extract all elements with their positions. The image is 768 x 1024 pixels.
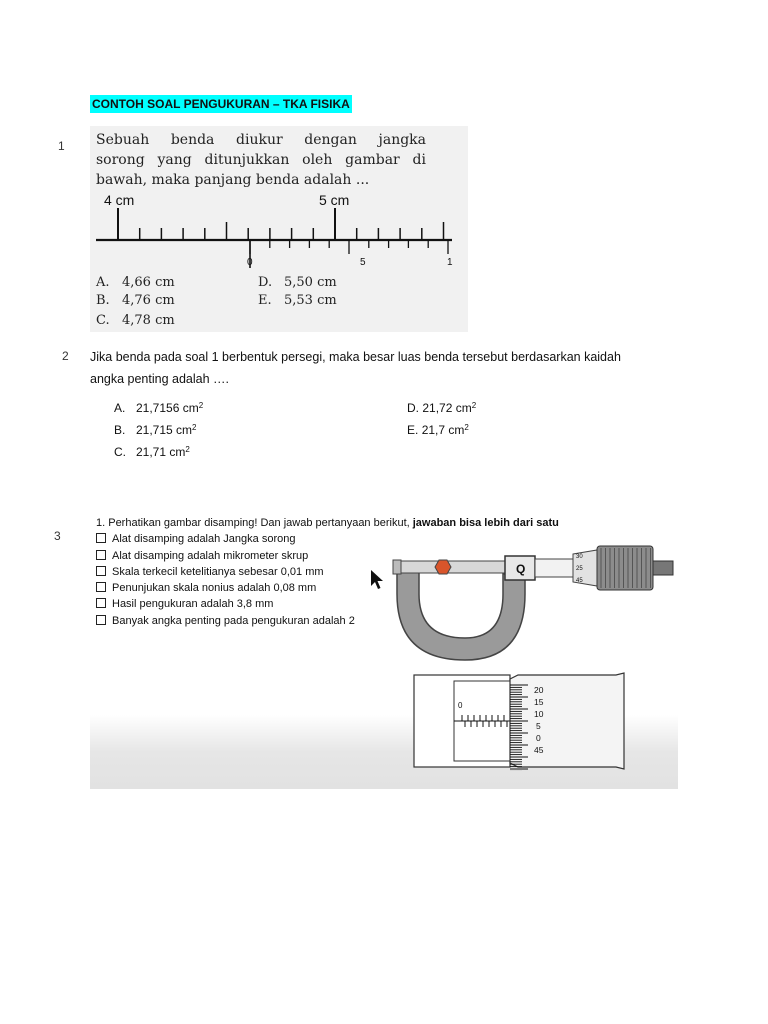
q3-statement-5[interactable]: Hasil pengukuran adalah 3,8 mm (96, 596, 559, 612)
q1-option-b[interactable]: B. 4,76 cm (96, 293, 175, 308)
thimble-label-15: 15 (534, 697, 544, 707)
checkbox-icon[interactable] (96, 582, 106, 592)
checkbox-icon[interactable] (96, 533, 106, 543)
q3-statement-4[interactable]: Penunjukan skala nonius adalah 0,08 mm (96, 580, 559, 596)
question-1-line-3: bawah, maka panjang benda adalah ... (96, 172, 370, 188)
micrometer-illustration (365, 532, 680, 672)
q2-option-c[interactable]: C. 21,71 $cm^2$ (114, 445, 190, 459)
question-1-line-2: sorong yang ditunjukkan oleh gambar di (96, 152, 426, 168)
q3-statement-6[interactable]: Banyak angka penting pada pengukuran adalah 2 (96, 613, 559, 629)
thimble-label-10: 10 (534, 709, 544, 719)
main-scale-ticks (118, 208, 444, 240)
micrometer-scale-closeup (410, 671, 630, 771)
vernier-label-5: 5 (360, 257, 366, 268)
lock-label: Q (516, 562, 526, 576)
thimble-label-45: 45 (534, 745, 544, 755)
thimble-small-label-30: 30 (576, 554, 583, 560)
question-number-1: 1 (58, 139, 65, 153)
question-1-panel (90, 126, 468, 332)
question-2-line-1: Jika benda pada soal 1 berbentuk persegi, maka besar luas benda tersebut berdasarkan kaidah (90, 350, 621, 364)
micrometer-sleeve (535, 559, 573, 577)
micrometer-ratchet (653, 561, 673, 575)
thimble-label-5: 5 (536, 721, 541, 731)
q2-option-a[interactable]: A. 21,7156 $cm^2$ (114, 401, 204, 415)
q2-option-d[interactable]: D. 21,72 $cm^2$ (407, 401, 477, 415)
q1-option-a[interactable]: A. 4,66 cm (96, 275, 175, 290)
question-3-prompt: 1. Perhatikan gambar disamping! Dan jawab pertanyaan berikut, jawaban bisa lebih dari satu (96, 517, 559, 529)
vernier-scale-ticks (250, 240, 448, 254)
sleeve-zero-label: 0 (458, 701, 463, 710)
main-scale-label-5cm: 5 cm (319, 192, 350, 208)
main-scale-label-4cm: 4 cm (104, 192, 135, 208)
vernier-label-10: 1 (447, 257, 453, 268)
question-2-text (90, 346, 690, 390)
page-title: CONTOH SOAL PENGUKURAN – TKA FISIKA (92, 97, 350, 111)
q3-statement-1[interactable]: Alat disamping adalah Jangka sorong (96, 531, 559, 547)
q2-option-e[interactable]: E. 21,7 $cm^2$ (407, 423, 469, 437)
question-2-line-2: angka penting adalah …. (90, 372, 229, 386)
q1-option-c[interactable]: C. 4,78 cm (96, 313, 175, 328)
thimble-small-label-25: 25 (576, 566, 583, 572)
q2-option-b[interactable]: B. 21,715 $cm^2$ (114, 423, 197, 437)
question-number-3: 3 (54, 529, 61, 543)
checkbox-icon[interactable] (96, 598, 106, 608)
thimble-small-label-45: 45 (576, 578, 583, 584)
mouse-pointer-icon (371, 570, 383, 589)
q1-option-d[interactable]: D. 5,50 cm (258, 275, 337, 290)
q1-option-e[interactable]: E. 5,53 cm (258, 293, 337, 308)
question-1-text (96, 130, 426, 190)
lock-nut-icon (435, 560, 451, 574)
thimble-label-0: 0 (536, 733, 541, 743)
vernier-caliper-scale (90, 188, 468, 272)
thimble-label-20: 20 (534, 685, 544, 695)
micrometer-spindle (401, 561, 509, 573)
micrometer-anvil (393, 560, 401, 574)
q3-statement-3[interactable]: Skala terkecil ketelitianya sebesar 0,01 mm (96, 564, 559, 580)
checkbox-icon[interactable] (96, 615, 106, 625)
question-1-line-1: Sebuah benda diukur dengan jangka (96, 132, 426, 148)
checkbox-icon[interactable] (96, 550, 106, 560)
checkbox-icon[interactable] (96, 566, 106, 576)
q3-statement-2[interactable]: Alat disamping adalah mikrometer skrup (96, 548, 559, 564)
vernier-label-0: 0 (247, 257, 253, 268)
question-number-2: 2 (62, 349, 69, 363)
